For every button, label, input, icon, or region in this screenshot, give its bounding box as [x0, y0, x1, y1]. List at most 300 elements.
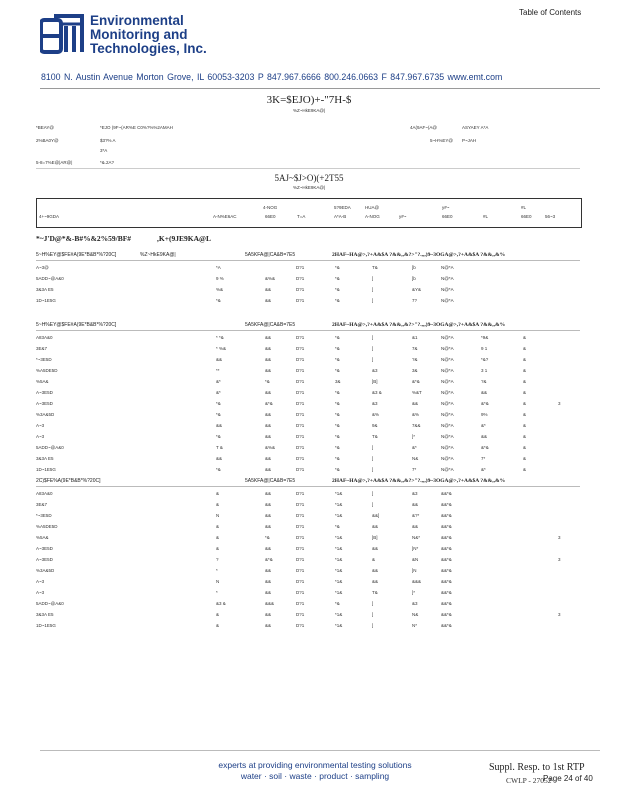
table-cell: &&*&	[441, 513, 452, 518]
table-cell: &&*&	[441, 557, 452, 562]
table-cell: ]	[372, 357, 374, 362]
table-cell: *&	[335, 467, 340, 472]
report-subtitle: %Z~HkE9KA@|	[292, 108, 326, 113]
table-cell: *&	[335, 265, 340, 270]
table-cell: D?1	[296, 346, 305, 351]
section-col3: 5A5KFA@|CA&B=7E5	[245, 252, 296, 258]
table-cell: &&	[265, 568, 272, 573]
table-cell: %&T	[412, 390, 422, 395]
table-cell: 3	[558, 557, 561, 562]
table-cell: %3A&5D	[36, 568, 55, 573]
meta-label-4: 5-8=7%E@|AR@|	[36, 160, 73, 165]
section-col3: 5A5KFA@|CA&B=7E5	[245, 478, 296, 484]
table-cell: ]b	[412, 265, 416, 270]
table-cell: *1&	[335, 579, 343, 584]
section-col3: 5A5KFA@|CA&B=7E5	[245, 322, 296, 328]
table-cell: &&	[265, 335, 272, 340]
table-cell: &	[372, 557, 376, 562]
table-cell: A83A&0	[36, 491, 53, 496]
table-cell: &&	[372, 568, 379, 573]
sample-title: 5AJ~$J>O)(+2T55	[274, 173, 344, 183]
meta-right-label-2: 5~H%EY@	[430, 138, 453, 143]
table-cell: &%	[372, 412, 380, 417]
table-row	[0, 346, 618, 354]
table-cell: D?1	[296, 434, 305, 439]
table-cell: ]B]	[372, 535, 378, 540]
table-cell: D?1	[296, 456, 305, 461]
col-rec: y#~	[399, 214, 407, 219]
table-cell: &	[523, 390, 527, 395]
table-cell: &*	[481, 423, 486, 428]
col-level: A*A-B	[334, 214, 347, 219]
table-cell: ]	[372, 612, 374, 617]
table-cell: &*	[412, 445, 417, 450]
table-cell: %&	[216, 287, 224, 292]
table-cell: *&	[335, 601, 340, 606]
table-row	[0, 502, 618, 510]
table-cell: ]N*	[412, 546, 419, 551]
table-row	[0, 568, 618, 576]
table-cell: 9%	[481, 412, 488, 417]
col-notes: 56~3	[545, 214, 556, 219]
table-cell: &&	[265, 491, 272, 496]
table-cell: **	[216, 368, 220, 373]
table-cell: *1&	[335, 590, 343, 595]
table-cell: &&	[265, 390, 272, 395]
table-row	[0, 390, 618, 398]
col-rl: 66E0	[265, 214, 276, 219]
table-cell: D?1	[296, 379, 305, 384]
table-cell: D?1	[296, 368, 305, 373]
table-cell: ]B]	[372, 379, 378, 384]
col-rpd: #L	[483, 214, 489, 219]
meta-label-1: *BEAY@	[36, 125, 54, 130]
table-cell: ]N	[412, 568, 417, 573]
table-cell: &*	[216, 390, 221, 395]
table-row	[0, 379, 618, 387]
table-cell: &	[523, 357, 527, 362]
emt-logo	[40, 14, 84, 54]
table-cell: 1D~1E5G	[36, 298, 56, 303]
table-cell: ]	[372, 445, 374, 450]
table-cell: *~3E5D	[36, 357, 52, 362]
table-cell: N@*A	[441, 287, 454, 292]
table-cell: ?	[216, 557, 219, 562]
table-row	[0, 298, 618, 306]
table-cell: D?1	[296, 535, 305, 540]
table-cell: ]	[372, 287, 374, 292]
table-cell: &&	[265, 412, 272, 417]
table-cell: &	[216, 491, 220, 496]
table-cell: A83A&0	[36, 335, 53, 340]
section-name: 5~H%EY@$FE#A(9E*B&B*%?20C]	[36, 252, 117, 258]
table-cell: &	[523, 368, 527, 373]
tagline-line-1: experts at providing environmental testing solutions	[218, 760, 412, 770]
table-cell: &3	[372, 401, 378, 406]
table-cell: ]	[372, 456, 374, 461]
table-cell: *&	[335, 423, 340, 428]
table-cell: &&	[265, 434, 272, 439]
table-cell: *9&	[481, 335, 489, 340]
table-cell: &&	[265, 467, 272, 472]
analyte-heading: *~J'D@*&-B#%&2%59/BF#	[36, 234, 132, 243]
meta-divider	[36, 168, 580, 169]
table-cell: N	[216, 579, 220, 584]
table-cell: 3&3A E5	[36, 612, 54, 617]
col-spike: 5?9EDA	[334, 205, 351, 210]
table-cell: 5ADD~@A&0	[36, 276, 64, 281]
table-cell: *&	[335, 346, 340, 351]
table-cell: N@*A	[441, 423, 454, 428]
table-cell: &&*&	[441, 524, 452, 529]
table-cell: D?1	[296, 568, 305, 573]
table-cell: N@*A	[441, 368, 454, 373]
table-cell: &&	[265, 357, 272, 362]
table-cell: A~3E5D	[36, 401, 53, 406]
table-cell: &*	[481, 467, 486, 472]
table-cell: &&	[481, 434, 488, 439]
table-cell: 7*	[412, 467, 417, 472]
table-row	[0, 590, 618, 598]
table-cell: *&	[216, 298, 221, 303]
table-cell: N@*A	[441, 390, 454, 395]
table-cell: 3&3A E5	[36, 287, 54, 292]
table-cell: %A5DE5D	[36, 368, 58, 373]
col-reporting: 4-NOG	[263, 205, 278, 210]
table-cell: &	[216, 612, 220, 617]
table-row	[0, 287, 618, 295]
table-cell: N@*A	[441, 357, 454, 362]
table-row	[0, 357, 618, 365]
table-cell: &&	[412, 401, 419, 406]
table-cell: A~3E5D	[36, 557, 53, 562]
table-row	[0, 623, 618, 631]
table-cell: A~3@	[36, 265, 49, 270]
table-cell: *1&	[335, 612, 343, 617]
table-cell: D?1	[296, 590, 305, 595]
table-cell: *1&	[335, 513, 343, 518]
table-cell: &&	[372, 579, 379, 584]
table-cell: ]	[372, 491, 374, 496]
table-cell: ?&	[481, 379, 487, 384]
table-cell: *~3E5D	[36, 513, 52, 518]
table-cell: &	[216, 535, 220, 540]
table-cell: A~3E5D	[36, 546, 53, 551]
section-col4: 2HAF~HA@>,?+A&$A ?&&,,&?>"?.,,,)9~3OGA@>,?+A&$A ?&&,,&%	[332, 322, 506, 328]
col-limit: 66E0	[521, 214, 532, 219]
table-cell: &&	[265, 298, 272, 303]
table-cell: &	[523, 379, 527, 384]
table-cell: 9 %	[216, 276, 224, 281]
table-row	[0, 276, 618, 284]
table-cell: &*&	[412, 379, 420, 384]
table-row	[0, 412, 618, 420]
table-row	[0, 401, 618, 409]
table-cell: 3&3A E5	[36, 456, 54, 461]
table-cell: D?1	[296, 524, 305, 529]
table-cell: &1	[412, 335, 418, 340]
table-cell: &	[523, 346, 527, 351]
table-row	[0, 423, 618, 431]
table-cell: ]	[372, 346, 374, 351]
table-cell: * %&	[216, 346, 227, 351]
table-cell: *&	[335, 456, 340, 461]
table-cell: &	[523, 401, 527, 406]
table-cell: *	[216, 568, 218, 573]
table-cell: &&	[412, 524, 419, 529]
table-cell: ]*	[412, 434, 416, 439]
table-cell: T&	[372, 434, 378, 439]
section-name: 2C)$FE%A(9E*B&B*%?20C]	[36, 478, 101, 484]
table-cell: &&	[481, 390, 488, 395]
table-cell: &&*&	[441, 601, 452, 606]
table-cell: D?1	[296, 265, 305, 270]
table-cell: &	[216, 623, 220, 628]
table-cell: ]	[372, 335, 374, 340]
table-cell: *1&	[335, 557, 343, 562]
table-cell: %3A&5D	[36, 412, 55, 417]
table-cell: *&	[335, 412, 340, 417]
table-cell: ]*	[412, 590, 416, 595]
section-name: 5~H%EY@$FE#A(9E*B&B*%?20C]	[36, 322, 117, 328]
section-col2: %Z~HkE9KA@|	[140, 252, 176, 258]
table-cell: &%&	[265, 276, 276, 281]
table-cell: &*&	[265, 401, 273, 406]
table-cell: *&	[265, 379, 270, 384]
table-row	[0, 557, 618, 565]
table-cell: 7*	[481, 456, 486, 461]
section-divider	[36, 260, 580, 261]
table-cell: 9 1	[481, 346, 488, 351]
table-cell: ]	[372, 502, 374, 507]
table-row	[0, 456, 618, 464]
table-cell: N&	[412, 456, 419, 461]
table-cell: *&	[216, 401, 221, 406]
table-cell: D?1	[296, 401, 305, 406]
col-result: A-N%E6AC	[213, 214, 237, 219]
table-cell: &	[216, 524, 220, 529]
table-cell: &&	[216, 456, 223, 461]
table-cell: &&*&	[441, 568, 452, 573]
table-cell: N&*	[412, 535, 421, 540]
table-cell: ]	[372, 601, 374, 606]
table-cell: ?&	[412, 357, 418, 362]
table-cell: &&	[265, 368, 272, 373]
table-cell: D?1	[296, 412, 305, 417]
table-cell: &&	[265, 612, 272, 617]
table-cell: &&*&	[441, 612, 452, 617]
table-cell: D?1	[296, 335, 305, 340]
table-row	[0, 579, 618, 587]
table-cell: D?1	[296, 502, 305, 507]
col-rpd-label: #L	[521, 205, 527, 210]
table-of-contents-link[interactable]: Table of Contents	[519, 8, 582, 17]
table-cell: &&	[265, 546, 272, 551]
table-cell: * *&	[216, 335, 224, 340]
table-cell: ]	[372, 467, 374, 472]
table-row	[0, 265, 618, 273]
table-cell: *&	[216, 412, 221, 417]
table-cell: &3	[372, 368, 378, 373]
table-cell: &&	[265, 579, 272, 584]
table-cell: &&&	[265, 601, 275, 606]
table-cell: &	[523, 445, 527, 450]
section-col4: 2HAF~HA@>,?+A&$A ?&&,,&?>"?.,,,)9~3OGA@>,?+A&$A ?&&,,&%	[332, 252, 506, 258]
table-row	[0, 434, 618, 442]
table-row	[0, 601, 618, 609]
table-cell: N@*A	[441, 434, 454, 439]
table-cell: A~3	[36, 434, 45, 439]
table-cell: *&	[216, 434, 221, 439]
table-cell: 5ADD~@A&0	[36, 445, 64, 450]
sample-subtitle: %Z~HkE9KA@|	[292, 185, 326, 190]
table-cell: D?1	[296, 491, 305, 496]
table-cell: *1&	[335, 568, 343, 573]
table-cell: &Y&	[412, 287, 422, 292]
table-cell: *&	[335, 298, 340, 303]
table-cell: &*	[216, 379, 221, 384]
table-cell: &3 &	[372, 390, 382, 395]
table-cell: D?1	[296, 287, 305, 292]
table-cell: D?1	[296, 390, 305, 395]
table-cell: &	[523, 467, 527, 472]
table-cell: N@*A	[441, 445, 454, 450]
table-cell: &&	[265, 513, 272, 518]
table-cell: %5A&	[36, 535, 49, 540]
table-cell: &*&	[481, 445, 489, 450]
table-cell: &&	[265, 590, 272, 595]
table-cell: *&	[335, 434, 340, 439]
table-cell: &?*	[412, 513, 420, 518]
table-cell: &	[523, 456, 527, 461]
meta-value-2: $3?% A	[100, 138, 116, 143]
table-cell: *1&	[335, 502, 343, 507]
table-cell: &&	[372, 546, 379, 551]
table-cell: 3 1	[481, 368, 488, 373]
table-cell: N&	[412, 612, 419, 617]
table-cell: ]	[372, 298, 374, 303]
table-cell: D?1	[296, 557, 305, 562]
table-cell: 9&	[372, 423, 378, 428]
table-cell: N@*A	[441, 346, 454, 351]
table-cell: ]	[372, 276, 374, 281]
table-cell: N@*A	[441, 379, 454, 384]
table-cell: &&	[372, 524, 379, 529]
col-source: HUA@	[365, 205, 380, 210]
table-cell: A~3	[36, 579, 45, 584]
table-cell: *&	[335, 335, 340, 340]
table-cell: 1D~1E5G	[36, 467, 56, 472]
table-cell: D?1	[296, 601, 305, 606]
table-cell: D?1	[296, 445, 305, 450]
table-cell: &%	[412, 412, 420, 417]
table-cell: N@*A	[441, 412, 454, 417]
table-cell: *&	[335, 401, 340, 406]
table-row	[0, 524, 618, 532]
company-name: Environmental Monitoring and Technologies, Inc.	[90, 13, 207, 56]
supplemental-response: Suppl. Resp. to 1st RTP	[489, 762, 585, 773]
table-cell: 3&	[412, 368, 418, 373]
table-cell: &3 &	[216, 601, 226, 606]
table-cell: D?1	[296, 423, 305, 428]
table-cell: 7?	[412, 298, 418, 303]
meta-right-value-2: P~JAH	[462, 138, 477, 143]
meta-value-1: *EJO (9F~(AR%E C0%?%%2AMAH	[100, 125, 173, 130]
table-cell: D?1	[296, 579, 305, 584]
table-cell: T&	[372, 265, 378, 270]
column-header-box	[36, 198, 582, 228]
col-analyte: 4+~9GDA	[39, 214, 60, 219]
table-cell: &N	[412, 557, 419, 562]
table-cell: *&	[335, 445, 340, 450]
table-cell: A~3	[36, 590, 45, 595]
table-cell: &&	[265, 287, 272, 292]
table-cell: &&*&	[441, 590, 452, 595]
table-cell: &&	[216, 357, 223, 362]
table-cell: &&	[265, 524, 272, 529]
table-row	[0, 335, 618, 343]
table-cell: &&	[216, 423, 223, 428]
table-cell: &&	[412, 502, 419, 507]
table-cell: %A5DE5D	[36, 524, 58, 529]
table-cell: D?1	[296, 513, 305, 518]
table-cell: &&&	[412, 579, 422, 584]
table-cell: N@*A	[441, 456, 454, 461]
table-cell: D?1	[296, 546, 305, 551]
cwlp-number: CWLP - 27052	[506, 776, 552, 785]
table-cell: *&	[335, 368, 340, 373]
table-cell: N@*A	[441, 401, 454, 406]
table-cell: *1&	[335, 546, 343, 551]
table-cell: ]	[372, 623, 374, 628]
table-cell: &&*&	[441, 546, 452, 551]
table-cell: 3E&7	[36, 346, 48, 351]
table-cell: N	[216, 513, 220, 518]
table-cell: 3E&7	[36, 502, 48, 507]
table-row	[0, 491, 618, 499]
report-title: 3K=$EJO)+-"7H-$	[266, 94, 352, 106]
table-cell: *1&	[335, 623, 343, 628]
header-divider	[40, 88, 600, 89]
table-cell: N*	[412, 623, 418, 628]
table-cell: 7&&	[412, 423, 421, 428]
table-cell: 3&	[335, 379, 341, 384]
table-cell: &	[523, 423, 527, 428]
table-cell: &&*&	[441, 623, 452, 628]
col-limits: 66E0	[442, 214, 453, 219]
section-divider	[36, 486, 580, 487]
table-cell: 3	[558, 535, 561, 540]
table-cell: 5ADD~@A&0	[36, 601, 64, 606]
table-cell: 1D~1E5G	[36, 623, 56, 628]
col-units: T=A	[297, 214, 306, 219]
page-number: Page 24 of 40	[543, 774, 593, 783]
table-cell: T&	[372, 590, 378, 595]
table-cell: 3	[558, 612, 561, 617]
table-cell: &3	[412, 491, 418, 496]
table-row	[0, 368, 618, 376]
table-cell: 7&	[412, 346, 418, 351]
footer-tagline	[150, 760, 480, 782]
table-cell: T &	[216, 445, 223, 450]
table-cell: *&	[335, 390, 340, 395]
table-cell: &*&	[265, 557, 273, 562]
table-row	[0, 467, 618, 475]
table-cell: &	[523, 335, 527, 340]
table-cell: ]b	[412, 276, 416, 281]
table-cell: &3	[412, 601, 418, 606]
section-divider	[36, 330, 580, 331]
